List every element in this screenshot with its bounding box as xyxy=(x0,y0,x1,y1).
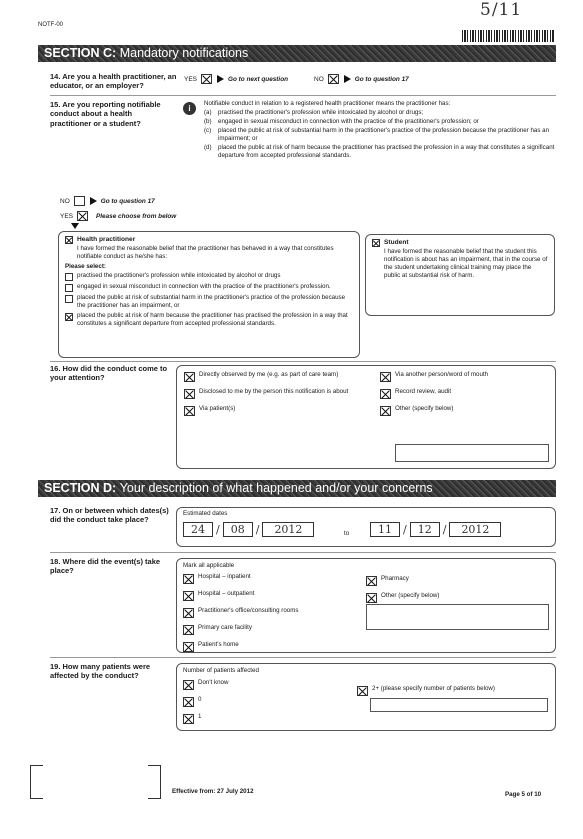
q14-yes-hint: Go to next question xyxy=(228,75,289,83)
q19-dont-know-checkbox[interactable] xyxy=(183,680,194,690)
q18-primary-checkbox[interactable] xyxy=(183,625,194,635)
q19-option-0[interactable] xyxy=(183,696,333,707)
footer-effective-date: Effective from: 27 July 2012 xyxy=(172,788,254,795)
q16-option-direct[interactable] xyxy=(184,371,374,382)
section-d-code: SECTION D: xyxy=(44,481,117,495)
q15-no-checkbox[interactable] xyxy=(74,196,85,206)
q16-record-checkbox[interactable] xyxy=(380,389,391,399)
q19-label: 19. How many patients were affected by the conduct? xyxy=(50,662,151,681)
q18-label: 18. Where did the event(s) take place? xyxy=(50,557,161,576)
q19-option-dont-know[interactable] xyxy=(183,679,333,690)
hp-option-2-label: engaged in sexual misconduct in connection with the practice of the practitioner's profession. xyxy=(77,282,331,290)
to-month[interactable]: 12 xyxy=(410,522,440,537)
q16-patients-label: Via patient(s) xyxy=(199,405,236,412)
item-text: practised the practitioner's profession while intoxicated by alcohol or drugs; xyxy=(218,109,424,117)
date-separator: / xyxy=(403,523,407,536)
divider xyxy=(50,361,556,362)
hp-option-3[interactable] xyxy=(65,294,353,310)
from-year[interactable]: 2012 xyxy=(262,522,314,537)
from-day[interactable]: 24 xyxy=(183,522,213,537)
q16-other-specify-field[interactable] xyxy=(395,444,549,462)
q16-option-patients[interactable] xyxy=(184,405,374,416)
q18-right-options xyxy=(366,575,546,603)
footer-page-number: Page 5 of 10 xyxy=(505,791,542,798)
q16-other-checkbox[interactable] xyxy=(380,406,391,416)
q16-word-checkbox[interactable] xyxy=(380,372,391,382)
date-separator: / xyxy=(216,523,220,536)
date-separator: / xyxy=(442,523,447,536)
q16-option-disclosed[interactable] xyxy=(184,388,374,399)
q18-left-options xyxy=(183,573,363,652)
q15-item-a xyxy=(204,109,556,117)
q18-home-label: Patient's home xyxy=(198,641,239,648)
item-letter: (c) xyxy=(204,127,212,135)
q19-2plus-checkbox[interactable] xyxy=(357,686,368,696)
arrow-right-icon xyxy=(90,197,97,205)
health-practitioner-option[interactable] xyxy=(65,236,353,245)
q14-no-option[interactable] xyxy=(314,74,409,84)
section-d-header xyxy=(38,480,556,497)
q16-patients-checkbox[interactable] xyxy=(184,406,195,416)
arrow-down-icon xyxy=(71,223,79,229)
q19-2plus-label: 2+ (please specify number of patients below) xyxy=(372,685,495,692)
q19-dont-know-label: Don't know xyxy=(198,679,229,686)
q14-yes-label: YES xyxy=(184,75,198,83)
health-practitioner-checkbox[interactable] xyxy=(65,236,73,244)
q18-inpatient-checkbox[interactable] xyxy=(183,574,194,584)
q16-left-options xyxy=(184,371,374,416)
q18-inpatient-label: Hospital – inpatient xyxy=(198,573,251,580)
section-c-header xyxy=(38,45,556,62)
q18-outpatient-checkbox[interactable] xyxy=(183,591,194,601)
item-letter: (b) xyxy=(204,118,212,126)
info-icon: i xyxy=(183,102,196,115)
q14-yes-option[interactable] xyxy=(184,74,288,84)
arrow-right-icon xyxy=(217,75,224,83)
q17-to-label: to xyxy=(344,530,350,537)
section-d-title: Your description of what happened and/or your concerns xyxy=(119,481,433,495)
q16-word-label: Via another person/word of mouth xyxy=(395,371,489,378)
barcode xyxy=(462,30,554,42)
q19-option-1[interactable] xyxy=(183,713,333,724)
hp-option-1-label: practised the practitioner's profession while intoxicated by alcohol or drugs xyxy=(77,271,281,279)
q18-option-primary-care[interactable] xyxy=(183,624,363,635)
q17-to-date[interactable] xyxy=(370,522,501,537)
q18-option-outpatient[interactable] xyxy=(183,590,363,601)
q19-right-option[interactable] xyxy=(357,685,552,696)
q16-option-word-of-mouth[interactable] xyxy=(380,371,550,382)
q18-home-checkbox[interactable] xyxy=(183,642,194,652)
left-bracket-mark xyxy=(30,765,43,799)
date-separator: / xyxy=(255,523,260,536)
section-c-title: Mandatory notifications xyxy=(119,46,249,60)
q14-no-checkbox[interactable] xyxy=(328,74,339,84)
arrow-right-icon xyxy=(344,75,351,83)
q19-1-checkbox[interactable] xyxy=(183,714,194,724)
q14-label: 14. Are you a health practitioner, an educator, or an employer? xyxy=(50,72,177,91)
student-title: Student xyxy=(384,239,409,246)
from-month[interactable]: 08 xyxy=(223,522,253,537)
to-year[interactable]: 2012 xyxy=(449,522,501,537)
q15-item-d xyxy=(204,144,556,160)
q17-label: 17. On or between which dates(s) did the conduct take place? xyxy=(50,506,169,525)
q16-other-label: Other (specify below) xyxy=(395,405,454,412)
student-panel xyxy=(365,234,555,316)
divider xyxy=(50,657,556,658)
q19-number-affected: Number of patients affected xyxy=(183,667,259,674)
item-text: placed the public at risk of harm because the practitioner has practised the profession in a way that constitutes a significant departure from accepted professional standards. xyxy=(218,144,555,160)
hp-option-4-checkbox[interactable] xyxy=(65,313,73,321)
q18-option-office[interactable] xyxy=(183,607,363,618)
section-c-code: SECTION C: xyxy=(44,46,117,60)
q14-yes-checkbox[interactable] xyxy=(201,74,212,84)
q16-option-other[interactable] xyxy=(380,405,550,416)
q16-direct-checkbox[interactable] xyxy=(184,372,195,382)
q15-no-label: NO xyxy=(60,197,70,205)
divider xyxy=(50,552,556,553)
q18-pharmacy-label: Pharmacy xyxy=(381,575,409,582)
q15-no-hint: Go to question 17 xyxy=(100,197,155,205)
please-select-label: Please select: xyxy=(65,262,106,270)
q19-0-label: 0 xyxy=(198,696,202,703)
q16-right-options xyxy=(380,371,550,416)
q16-disclosed-checkbox[interactable] xyxy=(184,389,195,399)
item-text: placed the public at risk of substantial harm in the practitioner's practice of the profession because the practitioner has an impairment; or xyxy=(218,127,550,143)
student-checkbox[interactable] xyxy=(372,239,380,247)
q18-primary-label: Primary care facility xyxy=(198,624,252,631)
student-desc: I have formed the reasonable belief that the student this notification is about has an impairment, that in the course of the student undertaking clinical training may place the public at substantial risk of harm. xyxy=(384,247,548,279)
hp-option-3-checkbox[interactable] xyxy=(65,295,73,303)
q15-info-intro: Notifiable conduct in relation to a registered health practitioner means the practitioner has: xyxy=(204,100,451,107)
health-practitioner-panel xyxy=(58,231,360,358)
item-letter: (d) xyxy=(204,144,212,152)
hp-option-4[interactable] xyxy=(65,312,353,328)
q18-other-specify-field[interactable] xyxy=(366,604,549,630)
form-code: NOTF-00 xyxy=(38,22,64,28)
q19-1-label: 1 xyxy=(198,713,202,720)
q17-estimated-label: Estimated dates xyxy=(183,510,228,517)
q15-info xyxy=(204,100,556,160)
q16-record-label: Record review, audit xyxy=(395,388,452,395)
q17-from-date[interactable] xyxy=(183,522,314,537)
q15-yes-option[interactable] xyxy=(60,211,176,221)
q18-option-inpatient[interactable] xyxy=(183,573,363,584)
q16-label: 16. How did the conduct come to your attention? xyxy=(50,364,168,383)
q15-item-b xyxy=(204,118,556,126)
q18-option-other[interactable] xyxy=(366,592,546,603)
hp-option-4-label: placed the public at risk of harm because the practitioner has practised the profession in a way that constitutes a significant departure from accepted professional standards. xyxy=(77,311,348,327)
q18-office-checkbox[interactable] xyxy=(183,608,194,618)
q15-yes-hint: Please choose from below xyxy=(96,212,177,220)
hp-option-3-label: placed the public at risk of substantial harm in the practitioner's practice of the profession because the practitioner has an impairment, or xyxy=(77,293,346,309)
q19-left-options xyxy=(183,679,333,724)
q15-no-option[interactable] xyxy=(60,196,155,206)
q14-no-label: NO xyxy=(314,75,324,83)
q18-other-checkbox[interactable] xyxy=(366,593,377,603)
q15-yes-label: YES xyxy=(60,212,74,220)
q18-outpatient-label: Hospital – outpatient xyxy=(198,590,255,597)
q19-0-checkbox[interactable] xyxy=(183,697,194,707)
q18-option-pharmacy[interactable] xyxy=(366,575,546,586)
q16-direct-label: Directly observed by me (e.g. as part of care team) xyxy=(199,371,339,378)
q18-other-label: Other (specify below) xyxy=(381,592,440,599)
health-practitioner-desc: I have formed the reasonable belief that the practitioner has behaved in a way that constitutes notifiable conduct as he/she has: xyxy=(77,244,334,260)
q16-disclosed-label: Disclosed to me by the person this notification is about xyxy=(199,388,349,395)
q15-yes-checkbox[interactable] xyxy=(77,211,88,221)
q14-no-hint: Go to question 17 xyxy=(354,75,409,83)
q16-option-record[interactable] xyxy=(380,388,550,399)
q19-specify-field[interactable] xyxy=(370,698,548,712)
health-practitioner-title: Health practitioner xyxy=(77,236,136,243)
divider xyxy=(50,95,556,96)
q15-label: 15. Are you reporting notifiable conduct about a health practitioner or a student? xyxy=(50,100,161,128)
hp-option-1[interactable] xyxy=(65,272,353,281)
to-day[interactable]: 11 xyxy=(370,522,400,537)
hp-option-2-checkbox[interactable] xyxy=(65,284,73,292)
handwritten-page-number: 5/11 xyxy=(480,0,523,20)
right-bracket-mark xyxy=(148,765,161,799)
student-option[interactable] xyxy=(372,239,548,248)
q18-option-home[interactable] xyxy=(183,641,363,652)
hp-option-1-checkbox[interactable] xyxy=(65,273,73,281)
q18-mark-all: Mark all applicable xyxy=(183,562,235,569)
q15-item-c xyxy=(204,127,556,143)
item-letter: (a) xyxy=(204,109,212,117)
q18-office-label: Practitioner's office/consulting rooms xyxy=(198,607,299,614)
q18-pharmacy-checkbox[interactable] xyxy=(366,576,377,586)
item-text: engaged in sexual misconduct in connection with the practice of the practitioner's profession; or xyxy=(218,118,479,126)
hp-option-2[interactable] xyxy=(65,283,353,292)
